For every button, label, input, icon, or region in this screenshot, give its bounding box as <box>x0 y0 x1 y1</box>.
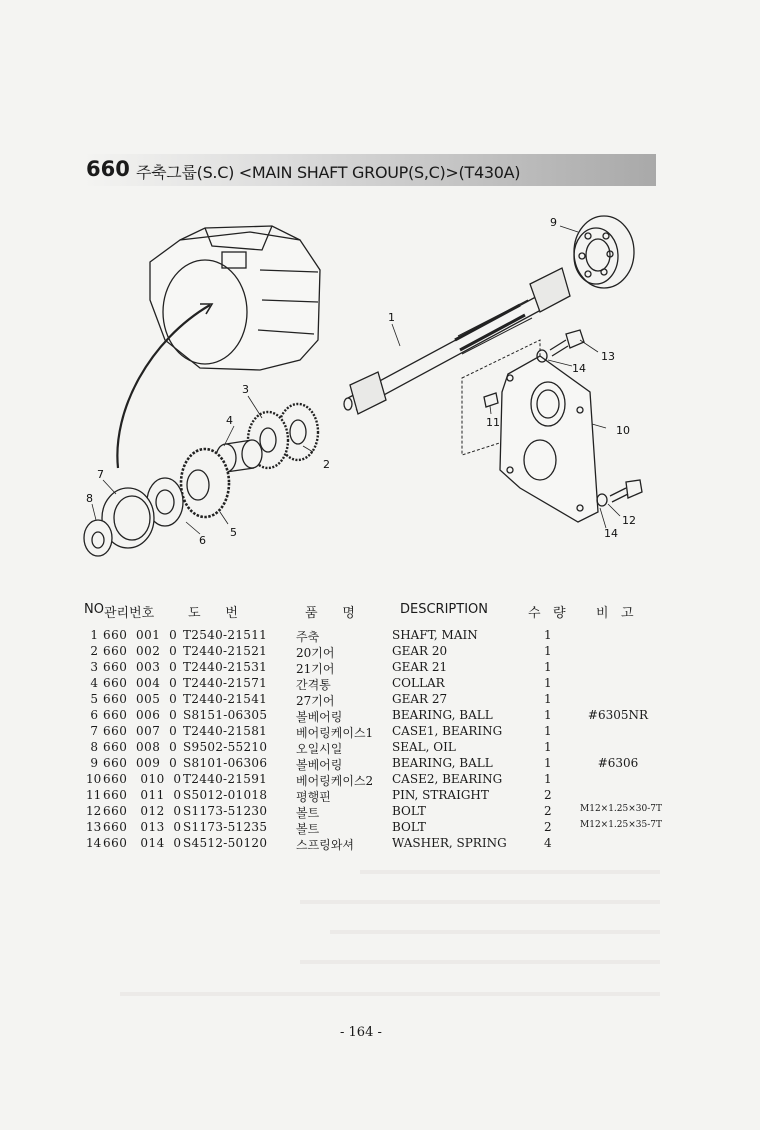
table-row: 5 660 005 0 T2440-21541 27기어 GEAR 27 1 <box>90 692 552 708</box>
table-row: 7 660 007 0 T2440-21581 베어링케이스1 CASE1, BEARING 1 <box>90 724 552 740</box>
page-number: - 164 - <box>340 1025 382 1040</box>
table-row: 3 660 003 0 T2440-21531 21기어 GEAR 21 1 <box>90 660 552 676</box>
section-title: 주축그룹(S.C) <MAIN SHAFT GROUP(S,C)>(T430A) <box>136 163 521 182</box>
header-no: NO <box>84 602 104 617</box>
table-row: 14 660 014 0 S4512-50120 스프링와셔 WASHER, SPRING 4 <box>86 836 552 852</box>
table-row: 11 660 011 0 S5012-01018 평행핀 PIN, STRAIGHT 2 <box>86 788 552 804</box>
bleed-through-line <box>330 930 660 934</box>
table-row: 4 660 004 0 T2440-21571 간격통 COLLAR 1 <box>90 676 552 692</box>
callout-4: 4 <box>226 414 233 427</box>
bleed-through-line <box>120 992 660 996</box>
callout-7: 7 <box>97 468 104 481</box>
header-description: DESCRIPTION <box>400 602 488 617</box>
callout-3: 3 <box>242 383 249 396</box>
header-code: 관리번호 <box>104 606 155 621</box>
table-row: 6 660 006 0 S8151-06305 볼베어링 BEARING, BALL 1 #6305NR <box>90 708 649 724</box>
table-row: 1 660 001 0 T2540-21511 주축 SHAFT, MAIN 1 <box>90 628 552 644</box>
table-row: 12 660 012 0 S1173-51230 볼트 BOLT 2 M12×1.25×30-7T <box>86 804 663 820</box>
table-row: 8 660 008 0 S9502-55210 오일시일 SEAL, OIL 1 <box>90 740 552 756</box>
callout-2: 2 <box>323 458 330 471</box>
header-remark: 비 고 <box>596 606 634 621</box>
callout-5: 5 <box>230 526 237 539</box>
section-number: 660 <box>86 157 130 181</box>
table-row: 13 660 013 0 S1173-51235 볼트 BOLT 2 M12×1.25×35-7T <box>86 820 663 836</box>
table-row: 9 660 009 0 S8101-06306 볼베어링 BEARING, BALL 1 #6306 <box>90 756 639 772</box>
callout-11: 11 <box>486 416 500 429</box>
callout-6: 6 <box>199 534 206 547</box>
exploded-diagram <box>0 200 760 570</box>
callout-1: 1 <box>388 311 395 324</box>
bleed-through-line <box>360 870 660 874</box>
callout-10: 10 <box>616 424 630 437</box>
callout-12: 12 <box>622 514 636 527</box>
callout-14-upper: 14 <box>572 362 586 375</box>
header-part: 도 번 <box>188 606 238 621</box>
callout-13: 13 <box>601 350 615 363</box>
bleed-through-line <box>300 900 660 904</box>
table-row: 10 660 010 0 T2440-21591 베어링케이스2 CASE2, BEARING 1 <box>86 772 552 788</box>
callout-9: 9 <box>550 216 557 229</box>
header-name-kr: 품 명 <box>305 606 355 621</box>
bleed-through-line <box>300 960 660 964</box>
callout-14-lower: 14 <box>604 527 618 540</box>
header-qty: 수 량 <box>528 606 566 621</box>
callout-8: 8 <box>86 492 93 505</box>
table-row: 2 660 002 0 T2440-21521 20기어 GEAR 20 1 <box>90 644 552 660</box>
